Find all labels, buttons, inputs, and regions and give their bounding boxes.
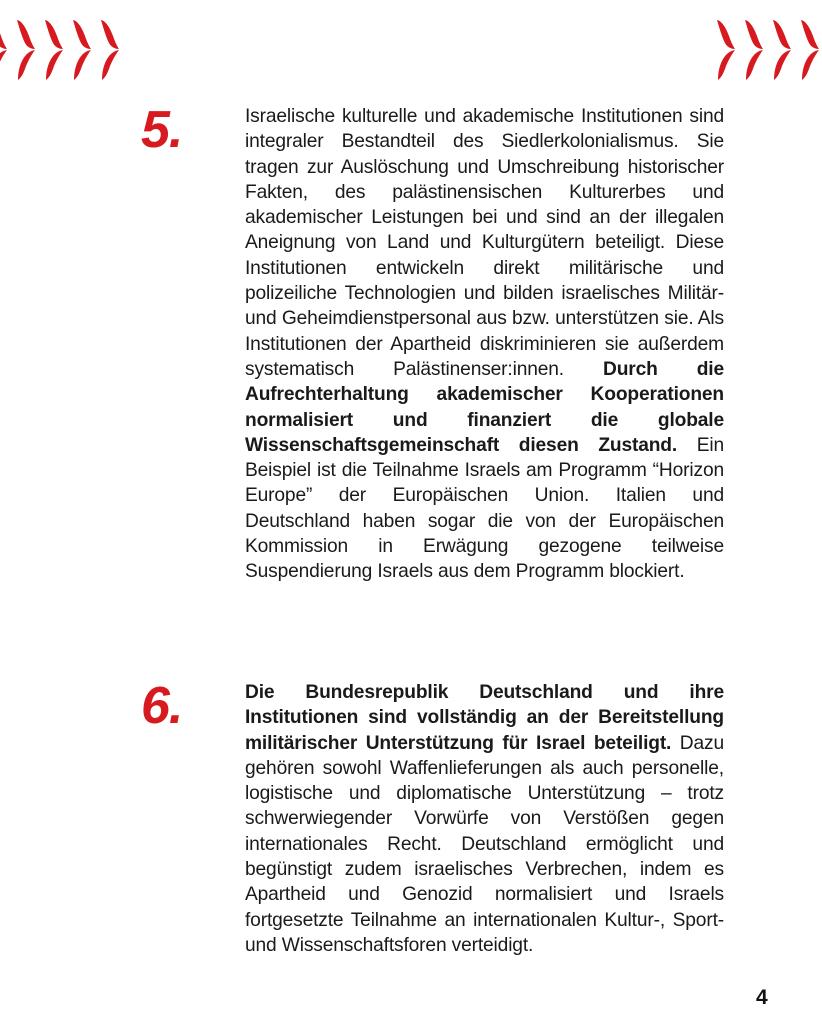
chevron-right-brush-icon [798,18,820,82]
section-number: 6. [141,677,183,735]
decoration-chevrons-left [0,18,120,86]
chevron-right-brush-icon [0,18,8,82]
page-number: 4 [756,986,768,1009]
chevron-right-brush-icon [70,18,92,82]
chevron-right-brush-icon [714,18,736,82]
chevron-right-brush-icon [98,18,120,82]
section-paragraph [245,680,724,958]
section-number: 5. [141,101,183,159]
chevron-right-brush-icon [42,18,64,82]
decoration-chevrons-right [714,18,820,86]
chevron-right-brush-icon [14,18,36,82]
text-run: Dazu gehören sowohl Waffenlieferungen als auch personelle, logistische und diplomatische Unterstützung – trotz schwerwiegender Vorwürfe von Verstößen gegen internationales Recht. Deutschland ermöglicht und begünstigt zudem israelisches Verbrechen, indem es Apartheid und Genozid normalisiert und Israels fortgesetzte Teilnahme an internationalen Kultur-, Sport- und Wissenschaftsforen verteidigt. [245,732,725,956]
section-paragraph [245,104,724,585]
text-run-bold: Durch die Aufrechterhaltung akademischer Kooperationen normalisiert und finanziert die globale Wissenschaftsgemeinschaft diesen Zustand. [245,358,724,456]
chevron-right-brush-icon [770,18,792,82]
text-run-bold: Die Bundesrepublik Deutschland und ihre Institutionen sind vollständig an der Bereitstellung militärischer Unterstützung für Israel beteiligt. [245,682,724,754]
text-run: Israelische kulturelle und akademische Institutionen sind integraler Bestandteil des Siedlerkolonialismus. Sie tragen zur Auslöschung und Umschreibung historischer Fakten, des palästinensischen Kulturerbes und akademischer Leistungen bei und sind an der illegalen Aneignung von Land und Kulturgütern beteiligt. Diese Institutionen entwickeln direkt militärische und polizeiliche Technologien und bilden israelisches Militär- und Geheimdienstpersonal aus bzw. unterstützen sie. Als Institutionen der Apartheid diskriminieren sie außerdem systematisch Palästinenser:innen. [245,106,724,380]
text-run: Ein Beispiel ist die Teilnahme Israels am Programm “Horizon Europe” der Europäischen Union. Italien und Deutschland haben sogar die von der Europäischen Kommission in Erwägung gezogene teilweise Suspendierung Israels aus dem Programm blockiert. [245,434,724,583]
chevron-right-brush-icon [742,18,764,82]
